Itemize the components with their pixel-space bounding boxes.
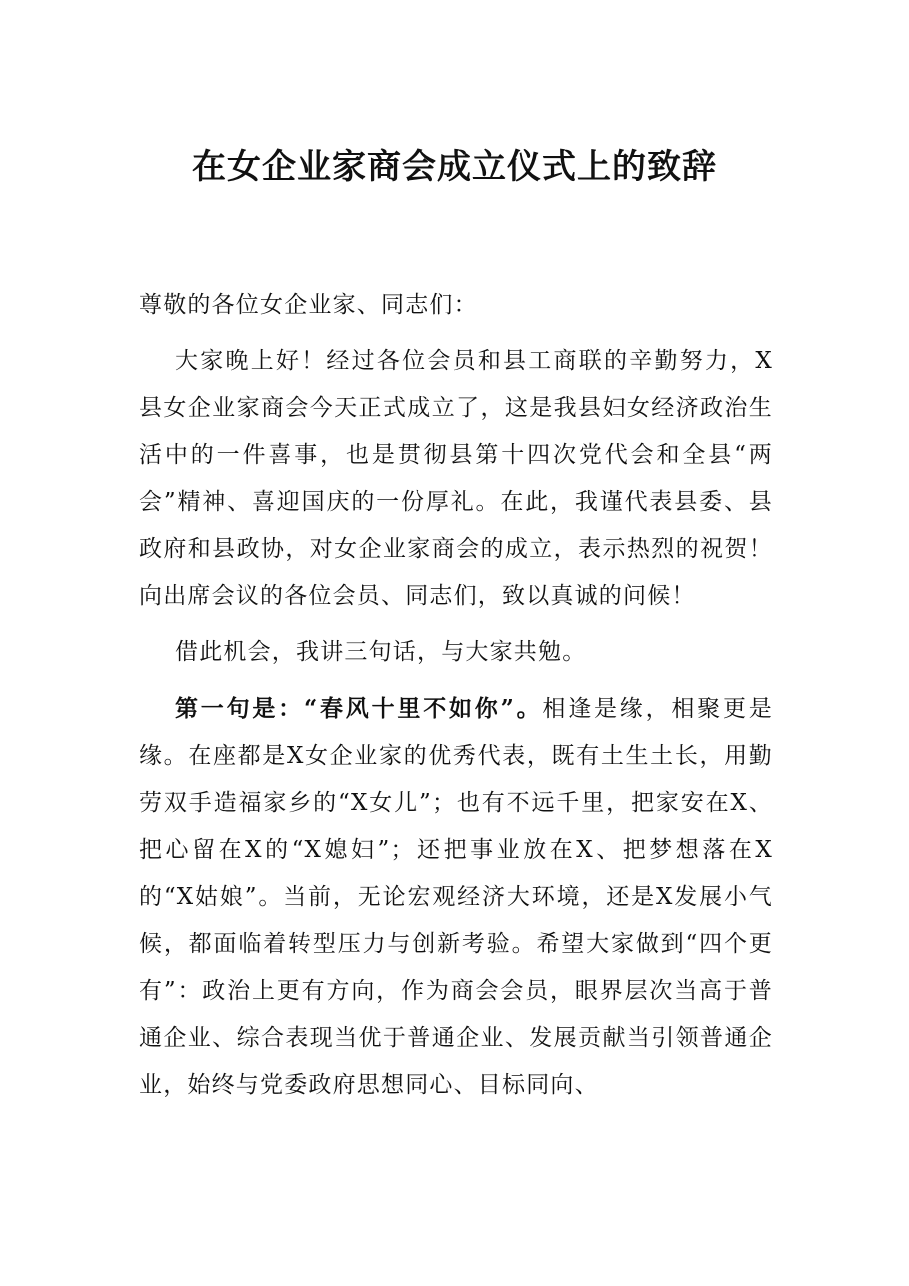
- document-body: [139, 282, 773, 1118]
- salutation: 尊敬的各位女企业家、同志们：: [139, 292, 478, 318]
- paragraph-first-point-text: 相逢是缘，相聚更是缘。在座都是X女企业家的优秀代表，既有土生土长，用勤劳双手造福家乡的“X女儿”；也有不远千里，把家安在X、把心留在X的“X媳妇”；还把事业放在X、把梦想落在X的“X姑娘”。当前，无论宏观经济大环境，还是X发展小气候，都面临着转型压力与创新考验。希望大家做到“四个更有”：政治上更有方向，作为商会会员，眼界层次当高于普通企业、综合表现当优于普通企业、发展贡献当引领普通企业，始终与党委政府思想同心、目标同向、: [139, 696, 773, 1098]
- paragraph-intro: [139, 629, 773, 676]
- paragraph-first-point: [139, 685, 773, 1109]
- paragraph-intro-text: 借此机会，我讲三句话，与大家共勉。: [175, 639, 587, 665]
- paragraph-greeting-text: 大家晚上好！经过各位会员和县工商联的辛勤努力，X县女企业家商会今天正式成立了，这是我县妇女经济政治生活中的一件喜事，也是贯彻县第十四次党代会和全县“两会”精神、喜迎国庆的一份厚礼。在此，我谨代表县委、县政府和县政协，对女企业家商会的成立，表示热烈的祝贺！向出席会议的各位会员、同志们，致以真诚的问候！: [139, 348, 773, 609]
- document-title: 在女企业家商会成立仪式上的致辞: [192, 147, 717, 187]
- paragraph-greeting: [139, 338, 773, 620]
- paragraph-first-point-lead: 第一句是：“春风十里不如你”。: [175, 695, 543, 722]
